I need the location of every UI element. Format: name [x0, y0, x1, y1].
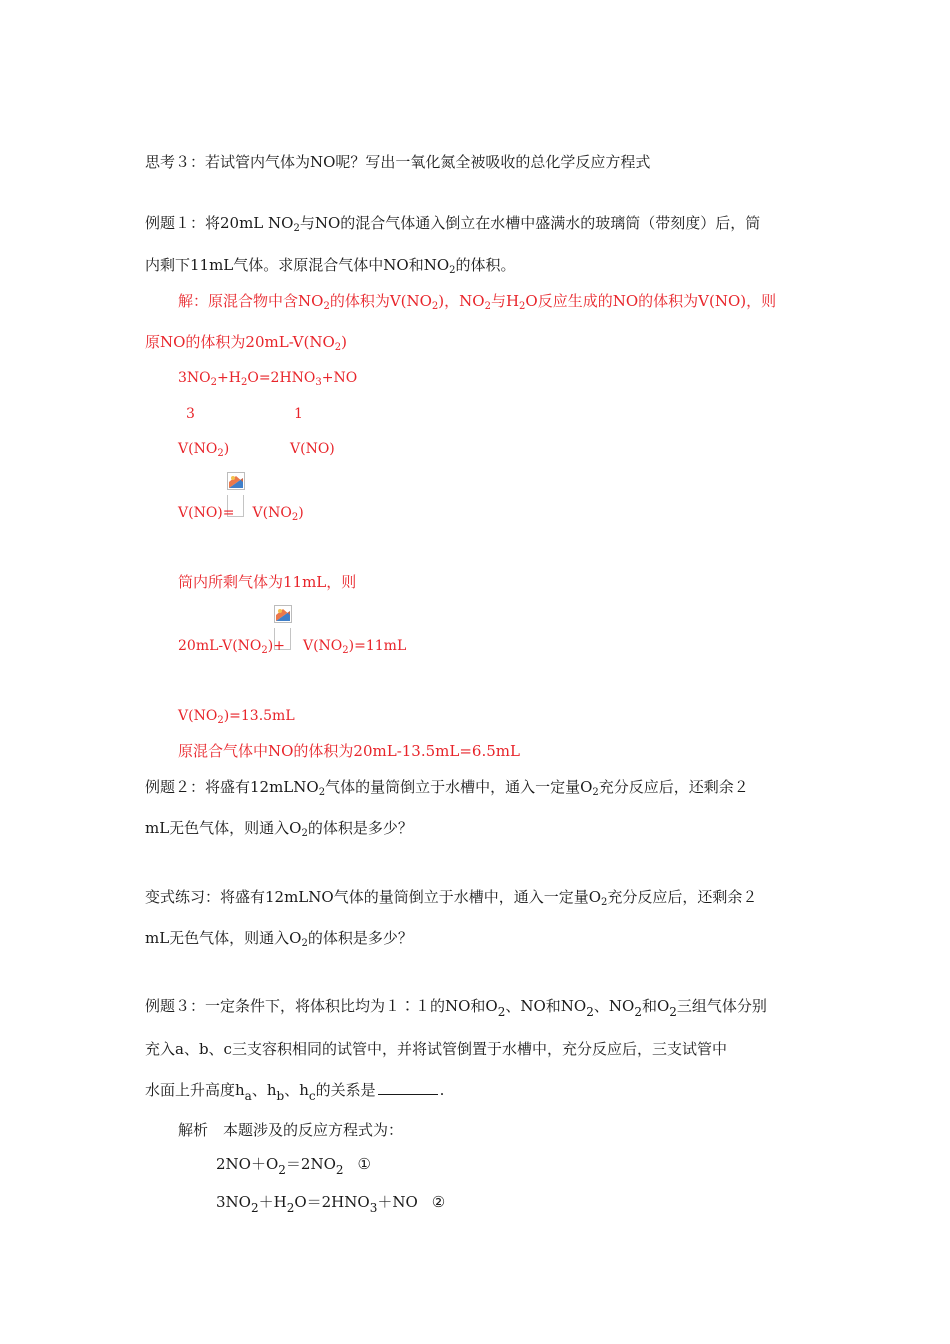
- broken-image-icon: [227, 472, 245, 490]
- reaction-2: $3NO_2+H_2O=2HNO_3+NO$ ②: [216, 1193, 446, 1215]
- final-answer: 原混合气体中NO的体积为20mL-13.5mL=6.5mL: [178, 742, 520, 760]
- example-2-line-1: 例题２：将盛有12mLNO$_2$气体的量筒倒立于水槽中，通入一定量$O_2$充分反应后，还剩余２: [145, 778, 749, 798]
- example-1-line-2: 内剩下11mL气体。求原混合气体中NO和$NO_2$的体积。: [145, 256, 516, 276]
- volume-no2-label: $V(NO_2)$: [178, 441, 230, 459]
- volume-relation: $V(NO)= V(NO_2)$: [178, 505, 304, 523]
- example-3-line-2: 充入a、b、c三支容积相同的试管中，并将试管倒置于水槽中，充分反应后，三支试管中: [145, 1040, 727, 1058]
- remaining-gas-line: 筒内所剩气体为11mL，则: [178, 573, 357, 591]
- volume-no2-result: $V(NO_2)=13.5mL$: [178, 708, 295, 726]
- coefficient-1: 1: [294, 406, 303, 422]
- coefficient-3: 3: [186, 406, 195, 422]
- example-3-line-3: 水面上升高度$h_a$、$h_b$、$h_c$的关系是 .: [145, 1081, 445, 1103]
- solution-1-line-2: 原NO的体积为$20mL-V(NO_2)$: [145, 333, 348, 353]
- variant-exercise-line-2: mL无色气体，则通入$O_2$的体积是多少？: [145, 929, 413, 949]
- broken-image-icon-2: [274, 605, 292, 623]
- reaction-equation: $3NO_2+H_2O=2HNO_3+NO$: [178, 370, 358, 388]
- solution-1-line-1: 解：原混合物中含$NO_2$的体积为$V(NO_2)$，$NO_2$与$H_2O$反应生成的NO的体积为V(NO)，则: [178, 292, 777, 312]
- analysis-heading: 解析 本题涉及的反应方程式为：: [178, 1121, 404, 1139]
- example-1-line-1: 例题１：将20mL $NO_2$与NO的混合气体通入倒立在水槽中盛满水的玻璃筒（带刻度）后，筒: [145, 214, 761, 234]
- volume-equation: $20mL-V(NO_2)+ V(NO_2)=11mL$: [178, 638, 407, 656]
- reaction-1: $2NO+O_2=2NO_2$ ①: [216, 1155, 371, 1177]
- answer-blank: [378, 1080, 438, 1095]
- example-2-line-2: mL无色气体，则通入$O_2$的体积是多少？: [145, 819, 413, 839]
- example-3-line-1: 例题３：一定条件下，将体积比均为１∶１的NO和$O_2$、NO和$NO_2$、$NO_2$和$O_2$三组气体分别: [145, 997, 767, 1019]
- volume-no-label: V(NO): [290, 441, 335, 457]
- think-3-question: 思考３：若试管内气体为NO呢？写出一氧化氮全被吸收的总化学反应方程式: [145, 153, 651, 171]
- variant-exercise-line-1: 变式练习：将盛有12mLNO气体的量筒倒立于水槽中，通入一定量$O_2$充分反应后，还剩余２: [145, 888, 758, 908]
